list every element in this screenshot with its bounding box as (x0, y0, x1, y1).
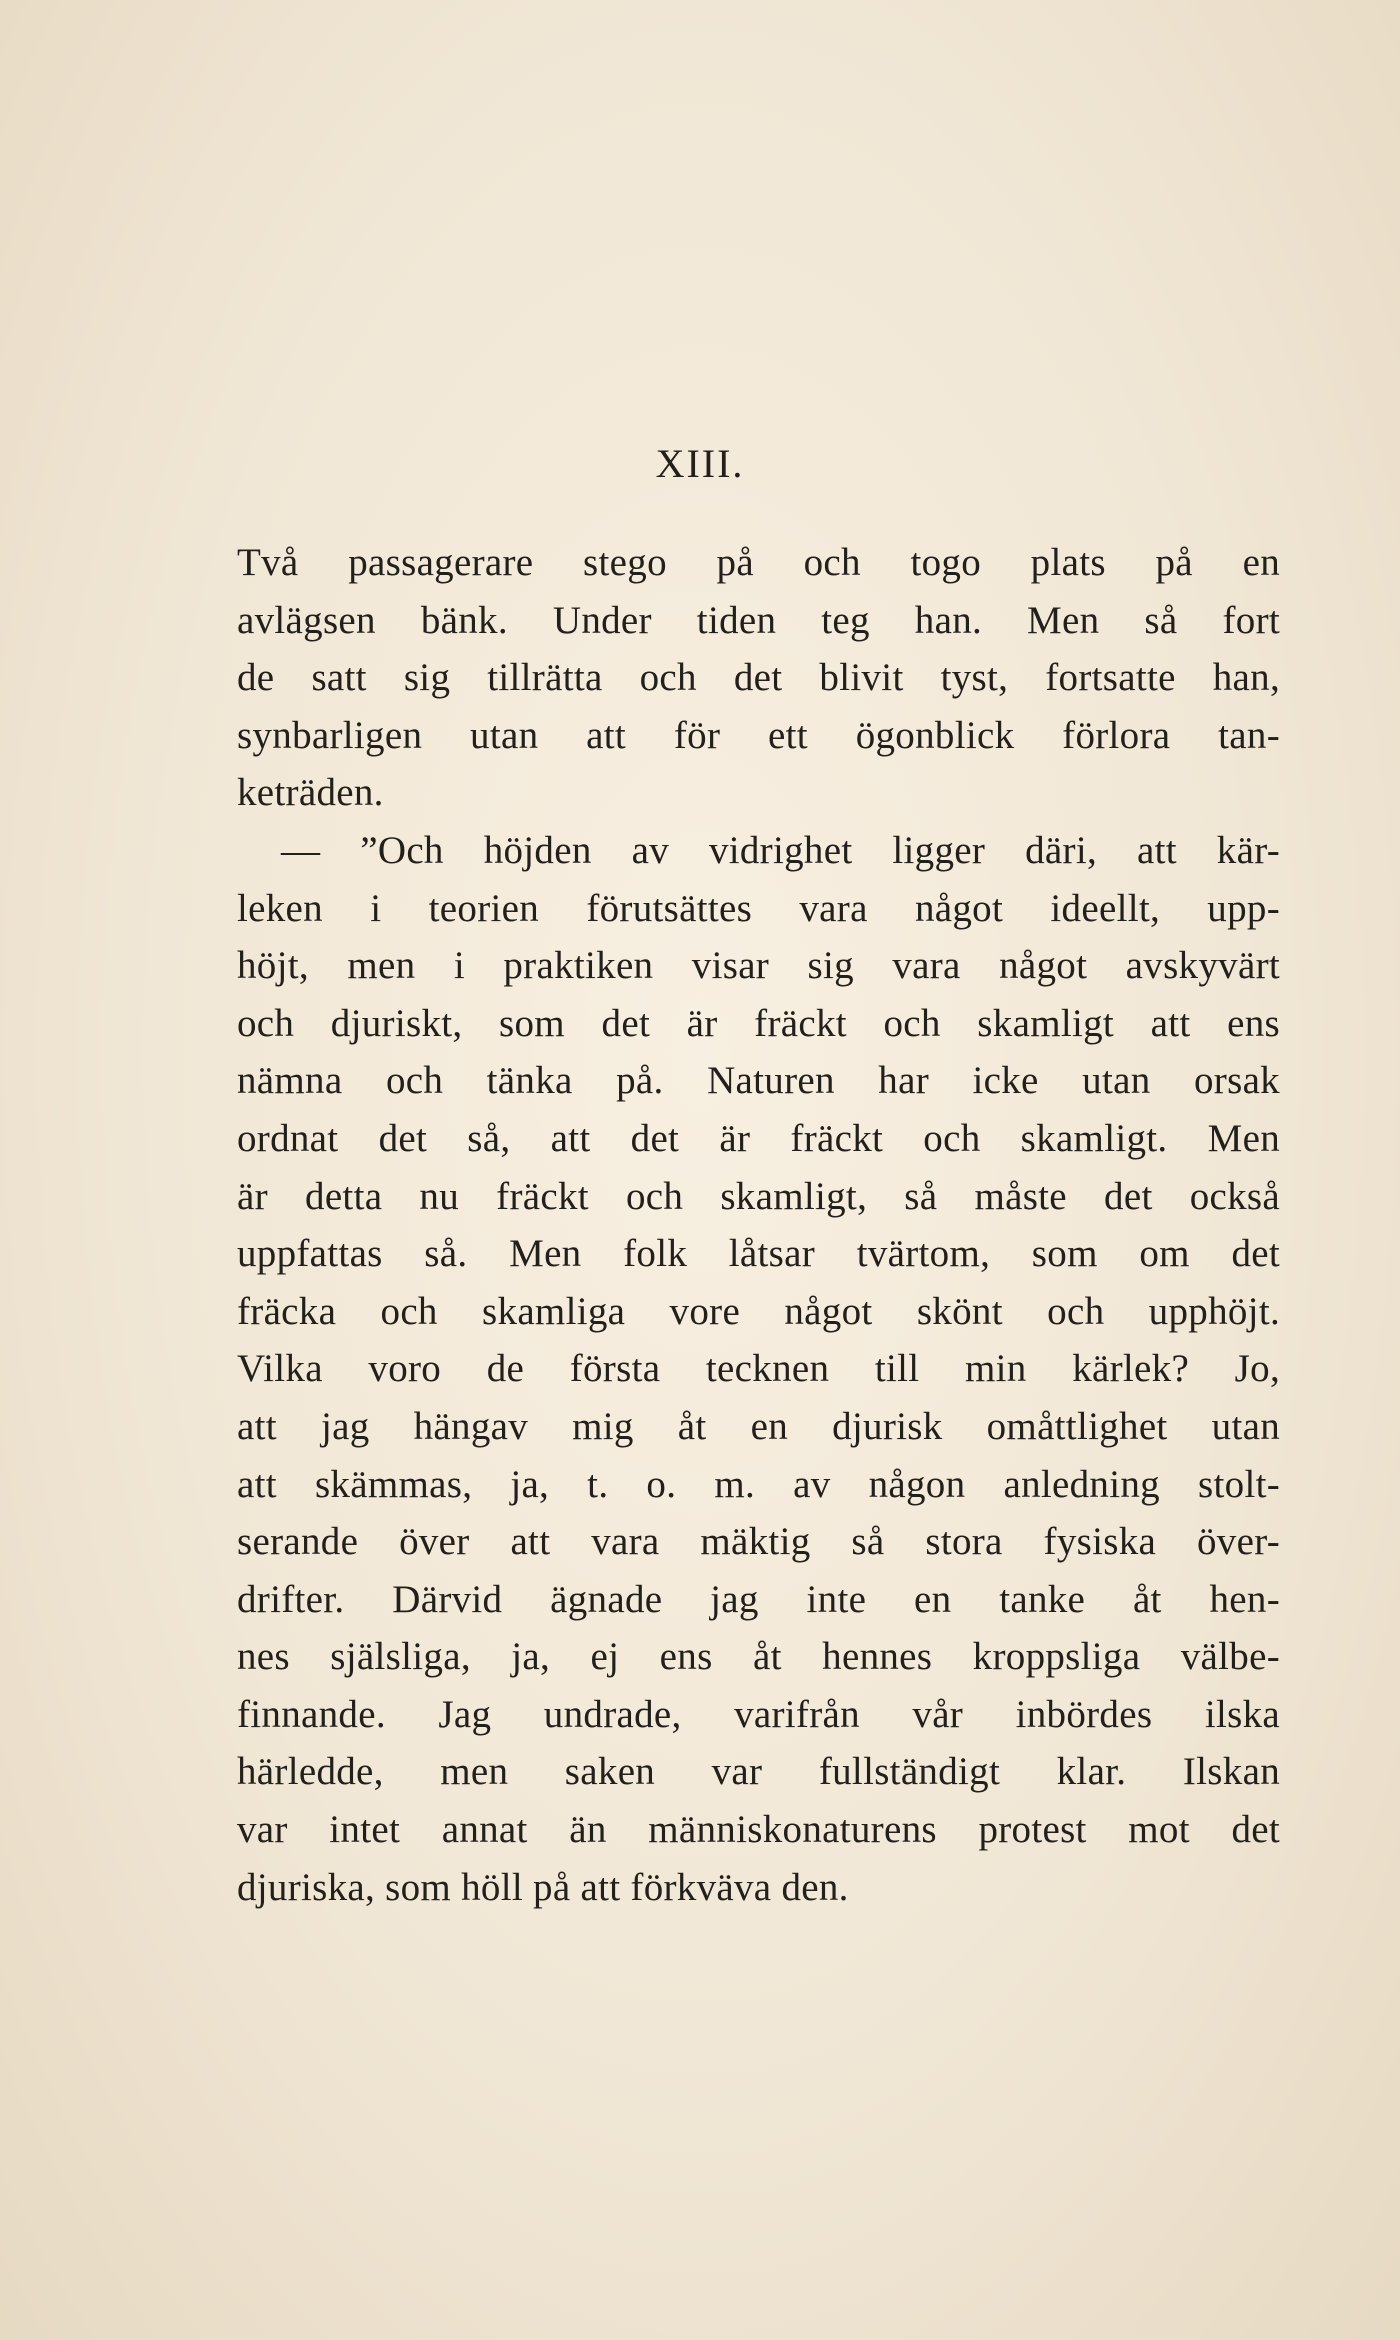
chapter-heading: XIII. (655, 441, 745, 486)
text-line: och djuriskt, som det är fräckt och skamligt att ens (237, 1001, 1280, 1045)
text-line: finnande. Jag undrade, varifrån vår inbördes ilska (237, 1692, 1280, 1736)
text-line: leken i teorien förutsättes vara något ideellt, upp- (237, 886, 1280, 930)
text-line: fräcka och skamliga vore något skönt och upphöjt. (237, 1289, 1280, 1333)
text-line: keträden. (237, 771, 384, 815)
text-line: höjt, men i praktiken visar sig vara något avskyvärt (237, 944, 1280, 988)
text-line: härledde, men saken var fullständigt klar. Ilskan (237, 1750, 1280, 1794)
text-line: Vilka voro de första tecknen till min kärlek? Jo, (237, 1347, 1280, 1391)
text-line: att jag hängav mig åt en djurisk omåttlighet utan (237, 1404, 1280, 1448)
text-line: nes själsliga, ja, ej ens åt hennes kroppsliga välbe- (237, 1635, 1280, 1679)
text-line: serande över att vara mäktig så stora fysiska över- (237, 1520, 1280, 1564)
text-line: avlägsen bänk. Under tiden teg han. Men så fort (237, 598, 1280, 642)
text-line: synbarligen utan att för ett ögonblick förlora tan- (237, 713, 1280, 757)
text-line: var intet annat än människonaturens protest mot det (237, 1808, 1280, 1852)
text-line: ordnat det så, att det är fräckt och skamligt. Men (237, 1116, 1280, 1160)
text-line: de satt sig tillrätta och det blivit tyst, fortsatte han, (237, 656, 1280, 700)
text-line: djuriska, som höll på att förkväva den. (237, 1865, 849, 1909)
text-line: är detta nu fräckt och skamligt, så måste det också (237, 1174, 1280, 1218)
text-line: nämna och tänka på. Naturen har icke utan orsak (237, 1059, 1280, 1103)
text-line: — ”Och höjden av vidrighet ligger däri, att kär- (281, 828, 1280, 872)
text-line: drifter. Därvid ägnade jag inte en tanke åt hen- (237, 1577, 1280, 1621)
body-text (237, 534, 1280, 1916)
text-line: att skämmas, ja, t. o. m. av någon anledning stolt- (237, 1462, 1280, 1506)
text-line: uppfattas så. Men folk låtsar tvärtom, som om det (237, 1232, 1280, 1276)
text-line: Två passagerare stego på och togo plats på en (237, 541, 1280, 584)
